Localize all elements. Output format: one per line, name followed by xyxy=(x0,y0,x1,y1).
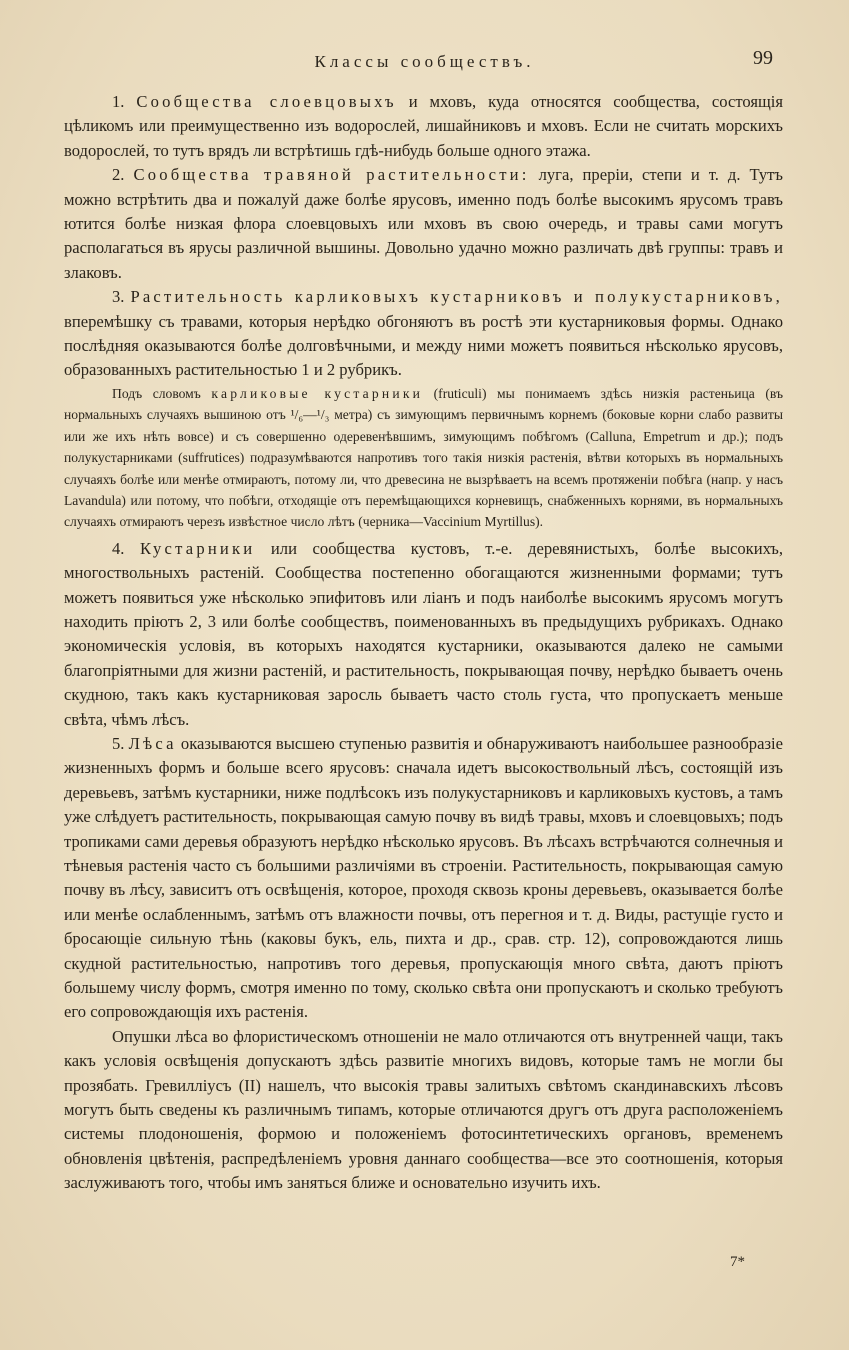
paragraph-5-heading: Лѣса xyxy=(128,733,177,753)
paragraph-5-text: оказываются высшею ступенью развитія и обнаруживаютъ наибольшее разнообразіе жизненныхъ формъ и больше всего ярусовъ: сначала идетъ высокоствольный лѣсъ, состоящій изъ деревьевъ, затѣмъ кустарники, ниже подлѣсокъ изъ полукустарниковъ и карликовыхъ кустовъ, а тамъ уже слѣдуетъ растительность, покрывающая самую почву въ видѣ травы, мховъ и слоевцовыхъ; подъ тропиками сами деревья образуютъ нерѣдко нѣсколько ярусовъ. Въ лѣсахъ встрѣчаются солнечныя и тѣневыя растенія часто съ большими различіями въ строеніи. Растительность, покрывающая самую почву въ лѣсу, зависитъ отъ освѣщенія, которое, проходя сквозь кроны деревьевъ, оказывается болѣе или менѣе ослабленнымъ, затѣмъ отъ влажности почвы, отъ перегноя и т. д. Виды, растущіе густо и бросающіе сильную тѣнь (каковы букъ, ель, пихта и др., срав. стр. 12), сопровождаются лишь скудной растительностью, напротивъ того деревья, пропускающія много свѣта, даютъ пріютъ большему числу формъ, смотря именно по тому, сколько свѣта они пропускаютъ и сколько требуютъ его сопровождающія ихъ растенія. xyxy=(64,733,784,1022)
paragraph-3-heading: Растительность карликовыхъ кустарниковъ и полукустарниковъ, xyxy=(130,287,784,307)
paragraph-6 xyxy=(64,1025,783,1196)
page-number: 99 xyxy=(753,47,773,69)
small-print-term: карликовые кустарники xyxy=(211,385,424,401)
paragraph-2-heading: Сообщества травяной растительности: xyxy=(133,165,530,185)
paragraph-1 xyxy=(64,90,783,163)
paragraph-4-heading: Кустарники xyxy=(140,538,256,558)
small-print-lead: Подъ словомъ xyxy=(112,385,212,401)
paragraph-3-text: вперемѣшку съ травами, которыя нерѣдко обгоняютъ въ ростѣ эти кустарниковыя формы. Однако послѣдняя оказываются болѣе долговѣчными, и между ними можетъ появиться нѣсколько ярусовъ, образованныхъ растительностью 1 и 2 рубрикъ. xyxy=(64,311,783,380)
paragraph-1-number: 1. xyxy=(112,92,137,111)
small-print-note xyxy=(64,383,783,533)
paragraph-5-number: 5. xyxy=(112,733,129,753)
paragraph-1-text: и мховъ, куда относятся сообщества, состоящія цѣликомъ или преимущественно изъ водорослей, лишайниковъ и мховъ. Если не считать морскихъ водорослей, то тутъ врядъ ли встрѣтишь гдѣ-нибудь больше одного этажа. xyxy=(64,92,784,160)
printer-signature-mark: 7* xyxy=(730,1254,745,1270)
paragraph-2-text: луга, преріи, степи и т. д. Тутъ можно встрѣтить два и пожалуй даже болѣе ярусовъ, именно подъ болѣе высокимъ ярусомъ травъ ютится болѣе низкая флора слоевцовыхъ или мховъ въ свою очередь, и травы сами могутъ располагаться въ ярусы различной вышины. Довольно удачно можно различать двѣ группы: травъ и злаковъ. xyxy=(64,165,783,282)
paragraph-4-number: 4. xyxy=(112,538,141,558)
small-print-text: (fruticuli) мы понимаемъ здѣсь низкія растеньица (въ нормальныхъ случаяхъ вышиною отъ ¹/₆—¹/₃ метра) съ зимующимъ первичнымъ корнемъ (боковые корни слабо развиты или же ихъ нѣть вовсе) и съ совершенно одеревенѣвшимъ, зимующимъ побѣгомъ (Calluna, Empetrum и др.); подъ полукустарниками (suffrutices) подразумѣваются напротивъ того такія низкія растенія, вѣтви которыхъ въ нормальныхъ случаяхъ болѣе или менѣе отмираютъ, потому ли, что древесина не вызрѣваетъ на всемъ протяженіи побѣга (напр. у насъ Lavandula) или потому, что побѣги, отходящіе отъ перемѣщающихся корневищъ, снабженныхъ корнями, въ нормальныхъ случаяхъ отмираютъ черезъ извѣстное число лѣтъ (черника—Vaccinium Myrtillus). xyxy=(64,385,783,530)
page-body xyxy=(64,90,783,1196)
paragraph-4-text: или сообщества кустовъ, т.-е. деревянистыхъ, болѣе высокихъ, многоствольныхъ растеній. Сообщества постепенно обогащаются жизненными формами; тутъ можетъ появиться уже нѣсколько эпифитовъ или ліанъ и подъ наиболѣе высокимъ ярусомъ могутъ находить пріютъ 2, 3 или болѣе сообществъ, поименованныхъ въ предыдущихъ рубрикахъ. Однако экономическія условія, въ которыхъ находятся кустарники, оказываются далеко не самыми благопріятными для жизни растеній, и растительность, покрывающая почву, нерѣдко бываетъ очень скудною, такъ какъ кустарниковая заросль бываетъ часто столь густа, что пропускаетъ меньше свѣта, чѣмъ лѣсъ. xyxy=(64,538,783,729)
paragraph-3-number: 3. xyxy=(112,287,131,307)
paragraph-2 xyxy=(64,163,783,285)
running-header-title: Классы сообществъ. xyxy=(314,52,535,71)
paragraph-5 xyxy=(64,732,783,1025)
paragraph-6-text: Опушки лѣса во флористическомъ отношеніи не мало отличаются отъ внутренней чащи, такъ какъ условія освѣщенія допускаютъ здѣсь развитіе многихъ видовъ, которые тамъ не могли бы прозябать. Гревилліусъ (II) нашелъ, что высокія травы залитыхъ свѣтомъ скандинавскихъ лѣсовъ могутъ быть сведены къ различнымъ типамъ, которые отличаются другъ отъ друга расположеніемъ системы плодоношенія, формою и положеніемъ фотосинтетическихъ органовъ, временемъ обновленія цвѣтенія, распредѣленіемъ уровня даннаго сообщества—все это соотношенія, которыя заслуживаютъ того, чтобы имъ заняться ближе и основательно изучить ихъ. xyxy=(64,1026,783,1193)
paragraph-4 xyxy=(64,537,783,732)
paragraph-2-number: 2. xyxy=(112,165,134,185)
paragraph-3 xyxy=(64,285,783,383)
paragraph-1-heading: Сообщества слоевцовыхъ xyxy=(136,92,397,111)
